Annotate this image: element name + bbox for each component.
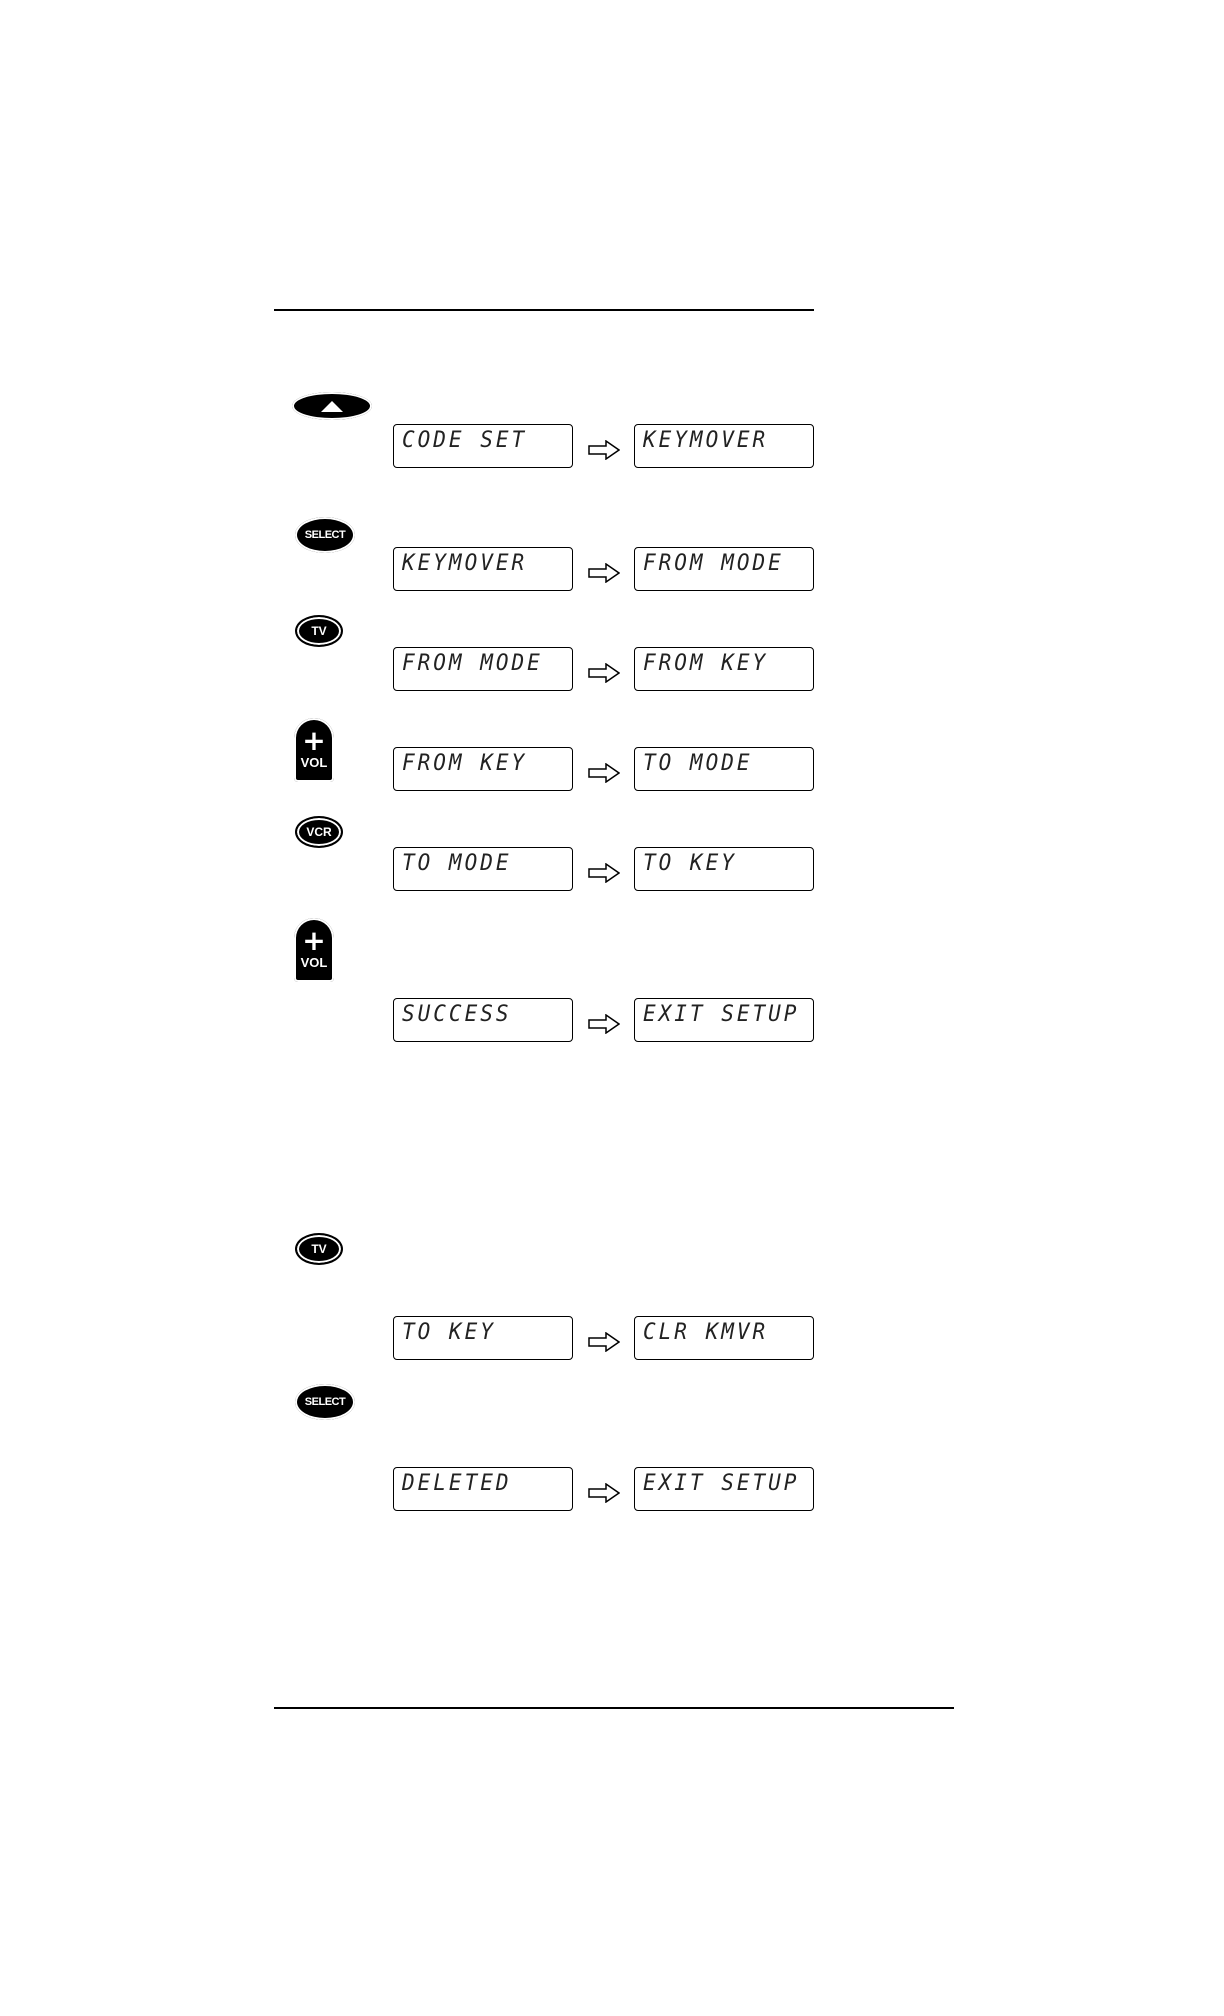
- right-arrow-icon: [588, 1332, 620, 1352]
- right-arrow-icon: [588, 1014, 620, 1034]
- bottom-rule: [274, 1707, 954, 1709]
- lcd-text: EXIT SETUP: [643, 1470, 800, 1496]
- lcd-display: [634, 747, 814, 791]
- right-arrow-icon: [588, 663, 620, 683]
- top-rule: [274, 309, 814, 311]
- right-arrow-icon: [588, 440, 620, 460]
- vol-button-label: VOL: [300, 755, 328, 770]
- plus-icon: +: [302, 924, 326, 957]
- vcr-button[interactable]: [295, 816, 343, 848]
- lcd-display: [634, 1316, 814, 1360]
- lcd-text: CLR KMVR: [643, 1319, 769, 1345]
- lcd-display: [634, 424, 814, 468]
- tv-button[interactable]: [295, 615, 343, 647]
- vol-up-button[interactable]: [294, 718, 334, 782]
- lcd-text: FROM KEY: [402, 750, 528, 776]
- lcd-text: TO KEY: [643, 850, 737, 876]
- lcd-display: [393, 1316, 573, 1360]
- vol-button-label: VOL: [300, 955, 328, 970]
- lcd-display: [393, 424, 573, 468]
- lcd-display: [393, 547, 573, 591]
- lcd-display: [393, 1467, 573, 1511]
- up-arrow-icon: [321, 401, 343, 412]
- lcd-text: TO MODE: [402, 850, 512, 876]
- lcd-display: [393, 647, 573, 691]
- vcr-button-label: VCR: [306, 825, 332, 839]
- vol-up-button-2[interactable]: [294, 918, 334, 982]
- right-arrow-icon: [588, 863, 620, 883]
- lcd-text: DELETED: [402, 1470, 512, 1496]
- lcd-display: [634, 647, 814, 691]
- lcd-text: KEYMOVER: [643, 427, 769, 453]
- lcd-text: FROM MODE: [643, 550, 784, 576]
- tv-button-label: TV: [311, 624, 327, 638]
- select-button-label: SELECT: [304, 1396, 346, 1408]
- right-arrow-icon: [588, 763, 620, 783]
- lcd-text: EXIT SETUP: [643, 1001, 800, 1027]
- lcd-display: [393, 998, 573, 1042]
- plus-icon: +: [302, 724, 326, 757]
- right-arrow-icon: [588, 1483, 620, 1503]
- lcd-display: [634, 847, 814, 891]
- select-button-label: SELECT: [304, 529, 346, 541]
- tv-button-label: TV: [311, 1242, 327, 1256]
- up-arrow-button[interactable]: [292, 392, 372, 420]
- lcd-text: SUCCESS: [402, 1001, 512, 1027]
- lcd-text: FROM KEY: [643, 650, 769, 676]
- lcd-display: [634, 1467, 814, 1511]
- select-button-2[interactable]: [295, 1384, 355, 1420]
- tv-button-2[interactable]: [295, 1233, 343, 1265]
- lcd-text: TO KEY: [402, 1319, 496, 1345]
- lcd-text: FROM MODE: [402, 650, 543, 676]
- lcd-text: CODE SET: [402, 427, 528, 453]
- lcd-display: [634, 998, 814, 1042]
- right-arrow-icon: [588, 563, 620, 583]
- lcd-display: [634, 547, 814, 591]
- lcd-text: TO MODE: [643, 750, 753, 776]
- select-button[interactable]: [295, 517, 355, 553]
- lcd-display: [393, 847, 573, 891]
- lcd-display: [393, 747, 573, 791]
- lcd-text: KEYMOVER: [402, 550, 528, 576]
